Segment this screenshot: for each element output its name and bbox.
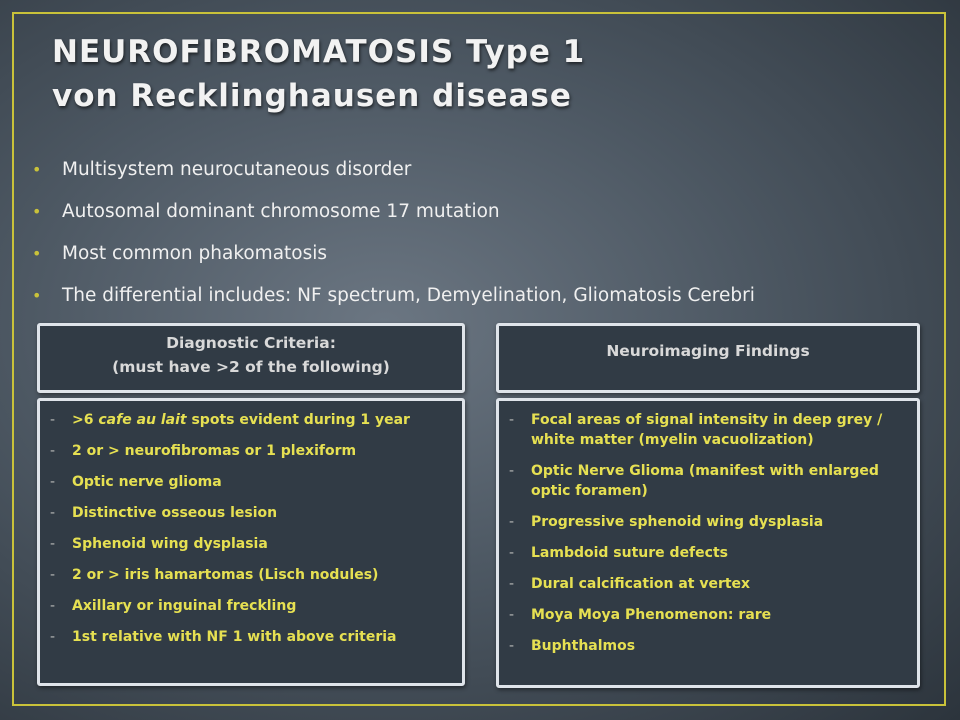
diagnostic-criteria-box [37,398,465,686]
title-line-1: NEUROFIBROMATOSIS Type 1 [52,34,586,70]
finding-item: - Progressive sphenoid wing dysplasia [509,514,824,530]
neuroimaging-findings-header [496,323,920,393]
bullet-item: • The differential includes: NF spectrum, Demyelination, Gliomatosis Cerebri [32,276,755,318]
finding-item: - Buphthalmos [509,638,636,654]
bullet-dot: • [32,244,42,263]
neuroimaging-findings-title: Neuroimaging Findings [606,342,810,360]
bullet-item: • Autosomal dominant chromosome 17 mutation [32,192,755,234]
finding-item: - Lambdoid suture defects [509,545,728,561]
criteria-item: - 2 or > neurofibromas or 1 plexiform [50,443,357,459]
title-line-2: von Recklinghausen disease [52,78,572,114]
criteria-item: - >6 cafe au lait spots evident during 1 year [50,412,410,428]
bullet-dot: • [32,202,42,221]
diagnostic-criteria-title: Diagnostic Criteria: [166,334,336,352]
criteria-item: - 2 or > iris hamartomas (Lisch nodules) [50,567,379,583]
neuroimaging-findings-list [499,401,917,656]
diagnostic-criteria-header [37,323,465,393]
bullet-list [32,150,755,318]
finding-item: - Moya Moya Phenomenon: rare [509,607,772,623]
diagnostic-criteria-subtitle: (must have >2 of the following) [112,358,390,376]
slide-title [52,30,585,118]
criteria-item: - 1st relative with NF 1 with above criteria [50,629,397,645]
diagnostic-criteria-list [40,401,462,647]
finding-item: - Dural calcification at vertex [509,576,751,592]
criteria-item: - Optic nerve glioma [50,474,222,490]
criteria-item: - Axillary or inguinal freckling [50,598,297,614]
criteria-item: - Distinctive osseous lesion [50,505,278,521]
finding-item: - Optic Nerve Glioma (manifest with enlarged optic foramen) [509,463,879,499]
bullet-item: • Most common phakomatosis [32,234,755,276]
criteria-item: - Sphenoid wing dysplasia [50,536,268,552]
bullet-item: • Multisystem neurocutaneous disorder [32,150,755,192]
neuroimaging-findings-box [496,398,920,688]
finding-item: - Focal areas of signal intensity in deep grey / white matter (myelin vacuolization) [509,412,883,448]
bullet-dot: • [32,160,42,179]
bullet-dot: • [32,286,42,305]
